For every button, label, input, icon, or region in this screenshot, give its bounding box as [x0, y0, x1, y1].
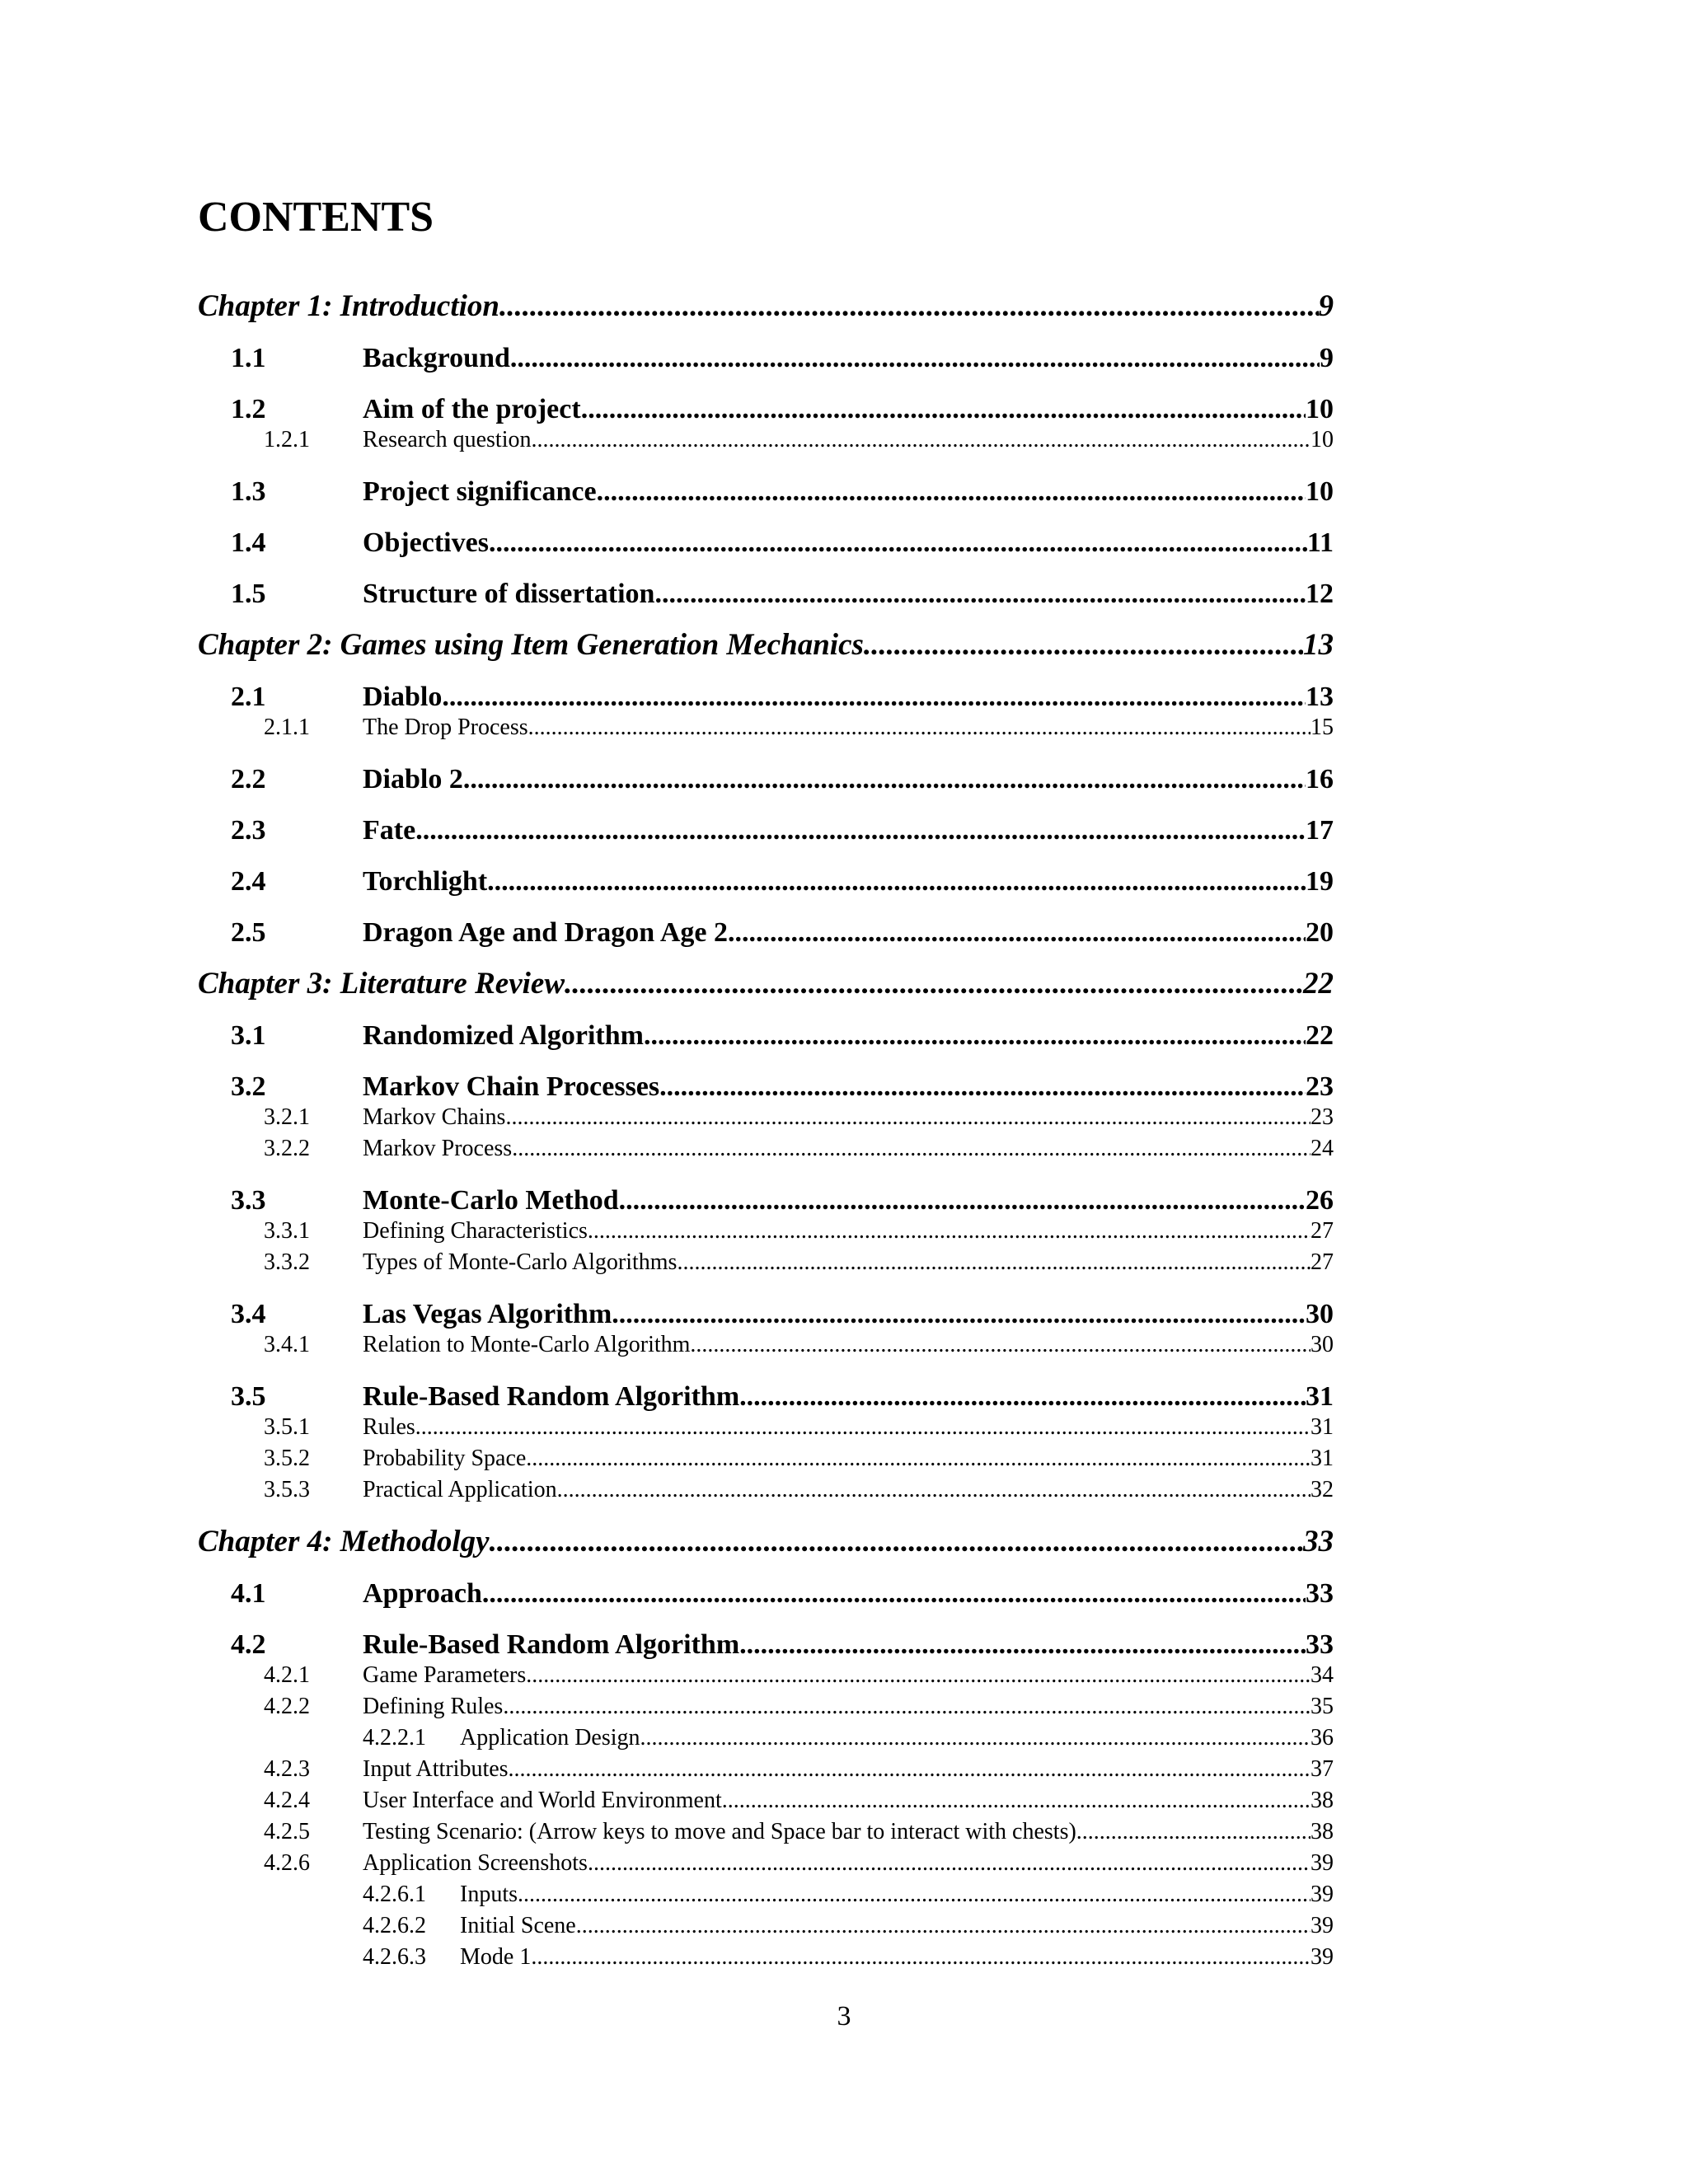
- toc-entry-label: User Interface and World Environment: [363, 1788, 722, 1813]
- toc-entry-page: 30: [1306, 1299, 1334, 1329]
- toc-entry-page: 33: [1306, 1578, 1334, 1609]
- toc-entry[interactable]: [198, 1755, 1334, 1787]
- toc-entry-page: 27: [1311, 1249, 1334, 1275]
- toc-entry-label: Chapter 1: Introduction: [198, 289, 499, 323]
- dot-leader: [619, 1184, 1306, 1217]
- toc-entry-page: 23: [1311, 1104, 1334, 1130]
- dot-leader: [531, 1943, 1311, 1971]
- toc-entry-label: Objectives: [363, 527, 489, 558]
- toc-entry-page: 31: [1306, 1381, 1334, 1412]
- toc-entry-page: 32: [1311, 1477, 1334, 1502]
- toc-entry[interactable]: [198, 426, 1334, 476]
- toc-entry-page: 35: [1311, 1694, 1334, 1719]
- toc-entry[interactable]: [198, 1217, 1334, 1249]
- toc-entry-label: Randomized Algorithm: [363, 1020, 644, 1051]
- toc-entry-label: Application Screenshots: [363, 1850, 588, 1876]
- dot-leader: [659, 1071, 1306, 1104]
- toc-entry-number: 3.2.1: [264, 1104, 310, 1130]
- toc-entry-label: The Drop Process: [363, 715, 528, 740]
- toc-entry-label: Rule-Based Random Algorithm: [363, 1381, 740, 1412]
- toc-entry-page: 10: [1311, 427, 1334, 452]
- toc-entry-label: Markov Chain Processes: [363, 1071, 660, 1102]
- toc-entry[interactable]: [198, 1849, 1334, 1881]
- toc-entry-number: 4.2.6: [264, 1850, 310, 1876]
- toc-entry[interactable]: [198, 763, 1334, 814]
- toc-entry-number: 3.4: [231, 1299, 266, 1329]
- toc-entry-page: 9: [1318, 289, 1334, 323]
- toc-entry-page: 34: [1311, 1662, 1334, 1688]
- toc-entry-page: 10: [1306, 476, 1334, 507]
- toc-entry-label: Game Parameters: [363, 1662, 527, 1688]
- toc-entry-number: 1.3: [231, 476, 266, 507]
- toc-entry-label: Input Attributes: [363, 1756, 509, 1782]
- toc-entry-page: 22: [1306, 1020, 1334, 1051]
- toc-entry-number: 3.3.2: [264, 1249, 310, 1275]
- dot-leader: [532, 426, 1311, 454]
- toc-entry-page: 10: [1306, 394, 1334, 424]
- toc-entry-number: 4.2.4: [264, 1788, 310, 1813]
- toc-entry-number: 1.2.1: [264, 427, 310, 452]
- dot-leader: [499, 290, 1319, 323]
- toc-entry-label: Structure of dissertation: [363, 579, 655, 609]
- toc-entry-number: 2.4: [231, 866, 266, 897]
- toc-entry[interactable]: [198, 865, 1334, 916]
- toc-entry[interactable]: [198, 1818, 1334, 1849]
- toc-entry-label: Background: [363, 343, 510, 373]
- toc-entry-label: Rules: [363, 1414, 415, 1440]
- toc-entry[interactable]: [198, 1413, 1334, 1445]
- toc-entry-label: Practical Application: [363, 1477, 557, 1502]
- table-of-contents: [198, 290, 1334, 1975]
- toc-entry[interactable]: [198, 968, 1334, 1019]
- toc-entry-number: 4.2.6.3: [363, 1944, 426, 1970]
- dot-leader: [415, 814, 1306, 847]
- dot-leader: [739, 1380, 1306, 1413]
- toc-entry-page: 37: [1311, 1756, 1334, 1782]
- toc-entry[interactable]: [198, 1881, 1334, 1912]
- dot-leader: [415, 1413, 1311, 1441]
- toc-entry-page: 39: [1311, 1944, 1334, 1970]
- dot-leader: [690, 1331, 1311, 1359]
- toc-entry[interactable]: [198, 1661, 1334, 1693]
- toc-entry-number: 3.2: [231, 1071, 266, 1102]
- toc-entry-label: Types of Monte-Carlo Algorithms: [363, 1249, 678, 1275]
- toc-entry-label: Defining Rules: [363, 1694, 504, 1719]
- toc-entry[interactable]: [198, 1071, 1334, 1104]
- dot-leader: [576, 1912, 1311, 1940]
- toc-entry-page: 22: [1303, 967, 1334, 1001]
- toc-entry-number: 4.1: [231, 1578, 266, 1609]
- toc-entry[interactable]: [198, 1943, 1334, 1975]
- dot-leader: [722, 1787, 1311, 1815]
- toc-entry-number: 3.3: [231, 1185, 266, 1216]
- dot-leader: [581, 393, 1306, 426]
- toc-entry-number: 3.5.1: [264, 1414, 310, 1440]
- toc-entry-number: 1.2: [231, 394, 266, 424]
- toc-entry[interactable]: [198, 681, 1334, 714]
- toc-entry-number: 2.5: [231, 917, 266, 948]
- dot-leader: [677, 1249, 1311, 1277]
- toc-entry-label: Monte-Carlo Method: [363, 1185, 619, 1216]
- toc-entry[interactable]: [198, 916, 1334, 968]
- toc-entry[interactable]: [198, 1331, 1334, 1380]
- toc-entry[interactable]: [198, 1019, 1334, 1071]
- dot-leader: [505, 1104, 1311, 1132]
- dot-leader: [512, 1135, 1311, 1163]
- toc-entry-label: Dragon Age and Dragon Age 2: [363, 917, 728, 948]
- dot-leader: [565, 968, 1303, 1001]
- toc-entry-label: Initial Scene: [460, 1913, 576, 1938]
- toc-entry[interactable]: [198, 1629, 1334, 1661]
- toc-entry-number: 4.2.2.1: [363, 1725, 426, 1750]
- dot-leader: [528, 714, 1311, 742]
- toc-entry-label: Chapter 4: Methodolgy: [198, 1525, 490, 1558]
- dot-leader: [463, 763, 1306, 796]
- toc-entry-page: 15: [1311, 715, 1334, 740]
- toc-entry-page: 38: [1311, 1819, 1334, 1844]
- dot-leader: [526, 1661, 1311, 1690]
- dot-leader: [864, 629, 1303, 662]
- toc-entry-page: 39: [1311, 1913, 1334, 1938]
- toc-entry-label: Application Design: [460, 1725, 640, 1750]
- toc-entry-page: 13: [1303, 628, 1334, 662]
- toc-entry-label: Relation to Monte-Carlo Algorithm: [363, 1332, 691, 1357]
- toc-entry-number: 1.5: [231, 579, 266, 609]
- toc-entry[interactable]: [198, 814, 1334, 865]
- toc-entry-label: Inputs: [460, 1882, 518, 1907]
- toc-entry-page: 39: [1311, 1850, 1334, 1876]
- toc-entry[interactable]: [198, 1135, 1334, 1184]
- toc-entry[interactable]: [198, 714, 1334, 763]
- toc-entry-number: 4.2.3: [264, 1756, 310, 1782]
- dot-leader: [557, 1476, 1311, 1504]
- toc-entry-page: 30: [1311, 1332, 1334, 1357]
- dot-leader: [482, 1577, 1306, 1610]
- toc-entry-number: 2.1.1: [264, 715, 310, 740]
- toc-entry-number: 3.1: [231, 1020, 266, 1051]
- toc-entry[interactable]: [198, 1380, 1334, 1413]
- toc-entry-label: Diablo: [363, 682, 443, 712]
- toc-entry[interactable]: [198, 1249, 1334, 1298]
- toc-entry-label: Chapter 3: Literature Review: [198, 967, 565, 1001]
- toc-entry-label: Fate: [363, 815, 416, 846]
- toc-entry-number: 3.3.1: [264, 1218, 310, 1244]
- toc-entry-number: 4.2.6.1: [363, 1882, 426, 1907]
- toc-entry[interactable]: [198, 629, 1334, 681]
- dot-leader: [739, 1629, 1306, 1661]
- toc-entry-label: Testing Scenario: (Arrow keys to move and Space bar to interact with chests): [363, 1819, 1076, 1844]
- toc-entry-label: Torchlight: [363, 866, 488, 897]
- toc-entry-label: Approach: [363, 1578, 482, 1609]
- toc-entry-number: 3.5.2: [264, 1446, 310, 1471]
- dot-leader: [588, 1849, 1311, 1877]
- toc-entry-number: 1.1: [231, 343, 266, 373]
- page-title: CONTENTS: [198, 194, 434, 241]
- toc-entry-page: 19: [1306, 866, 1334, 897]
- toc-entry-number: 2.1: [231, 682, 266, 712]
- dot-leader: [518, 1881, 1311, 1909]
- toc-entry-label: Diablo 2: [363, 764, 463, 794]
- dot-leader: [510, 342, 1320, 375]
- toc-entry-label: Aim of the project: [363, 394, 581, 424]
- dot-leader: [526, 1445, 1311, 1473]
- dot-leader: [728, 916, 1306, 949]
- toc-entry-page: 11: [1306, 527, 1334, 558]
- dot-leader: [1076, 1818, 1311, 1846]
- toc-entry-page: 36: [1311, 1725, 1334, 1750]
- dot-leader: [442, 681, 1306, 714]
- toc-entry-number: 2.3: [231, 815, 266, 846]
- toc-entry-page: 33: [1306, 1629, 1334, 1660]
- toc-entry[interactable]: [198, 1912, 1334, 1943]
- toc-entry[interactable]: [198, 578, 1334, 629]
- toc-entry[interactable]: [198, 393, 1334, 426]
- dot-leader: [612, 1298, 1306, 1331]
- toc-entry-number: 4.2.6.2: [363, 1913, 426, 1938]
- dot-leader: [640, 1724, 1311, 1752]
- toc-entry-page: 17: [1306, 815, 1334, 846]
- toc-entry-number: 3.4.1: [264, 1332, 310, 1357]
- toc-entry-page: 23: [1306, 1071, 1334, 1102]
- dot-leader: [490, 1526, 1303, 1558]
- toc-entry-page: 31: [1311, 1446, 1334, 1471]
- toc-entry-number: 4.2.5: [264, 1819, 310, 1844]
- toc-entry-page: 31: [1311, 1414, 1334, 1440]
- dot-leader: [503, 1693, 1311, 1721]
- toc-entry-page: 39: [1311, 1882, 1334, 1907]
- toc-entry[interactable]: [198, 527, 1334, 578]
- toc-entry-page: 13: [1306, 682, 1334, 712]
- toc-entry-label: Markov Chains: [363, 1104, 506, 1130]
- toc-entry[interactable]: [198, 1184, 1334, 1217]
- toc-entry-page: 27: [1311, 1218, 1334, 1244]
- toc-entry-number: 1.4: [231, 527, 266, 558]
- toc-entry[interactable]: [198, 290, 1334, 342]
- dot-leader: [588, 1217, 1311, 1245]
- toc-entry-number: 4.2.2: [264, 1694, 310, 1719]
- toc-entry-page: 16: [1306, 764, 1334, 794]
- toc-entry-page: 12: [1306, 579, 1334, 609]
- toc-entry-label: Chapter 2: Games using Item Generation Mechanics: [198, 628, 864, 662]
- toc-entry-label: Research question: [363, 427, 532, 452]
- toc-entry-number: 2.2: [231, 764, 266, 794]
- toc-entry-number: 3.2.2: [264, 1136, 310, 1161]
- toc-entry-label: Mode 1: [460, 1944, 532, 1970]
- toc-entry[interactable]: [198, 1476, 1334, 1526]
- toc-entry-number: 3.5.3: [264, 1477, 310, 1502]
- toc-entry-page: 33: [1303, 1525, 1334, 1558]
- toc-entry-number: 4.2.1: [264, 1662, 310, 1688]
- toc-entry-label: Defining Characteristics: [363, 1218, 588, 1244]
- dot-leader: [489, 527, 1307, 560]
- toc-entry-page: 38: [1311, 1788, 1334, 1813]
- dot-leader: [597, 476, 1306, 509]
- toc-entry-page: 26: [1306, 1185, 1334, 1216]
- toc-entry[interactable]: [198, 1787, 1334, 1818]
- toc-entry[interactable]: [198, 476, 1334, 527]
- dot-leader: [487, 865, 1306, 898]
- page-number: 3: [837, 2001, 851, 2032]
- toc-entry-page: 20: [1306, 917, 1334, 948]
- toc-entry[interactable]: [198, 1445, 1334, 1476]
- toc-entry-label: Probability Space: [363, 1446, 527, 1471]
- toc-entry-label: Markov Process: [363, 1136, 513, 1161]
- toc-entry[interactable]: [198, 1526, 1334, 1577]
- toc-entry[interactable]: [198, 1104, 1334, 1135]
- dot-leader: [509, 1755, 1311, 1783]
- toc-entry-number: 4.2: [231, 1629, 266, 1660]
- toc-entry[interactable]: [198, 342, 1334, 393]
- dot-leader: [644, 1019, 1306, 1052]
- dot-leader: [654, 578, 1306, 611]
- toc-entry[interactable]: [198, 1298, 1334, 1331]
- toc-entry-number: 3.5: [231, 1381, 266, 1412]
- toc-entry[interactable]: [198, 1693, 1334, 1724]
- toc-entry-label: Rule-Based Random Algorithm: [363, 1629, 740, 1660]
- toc-entry-page: 24: [1311, 1136, 1334, 1161]
- toc-entry-label: Project significance: [363, 476, 597, 507]
- toc-entry[interactable]: [198, 1724, 1334, 1755]
- toc-entry[interactable]: [198, 1577, 1334, 1629]
- toc-entry-page: 9: [1320, 343, 1334, 373]
- toc-entry-label: Las Vegas Algorithm: [363, 1299, 612, 1329]
